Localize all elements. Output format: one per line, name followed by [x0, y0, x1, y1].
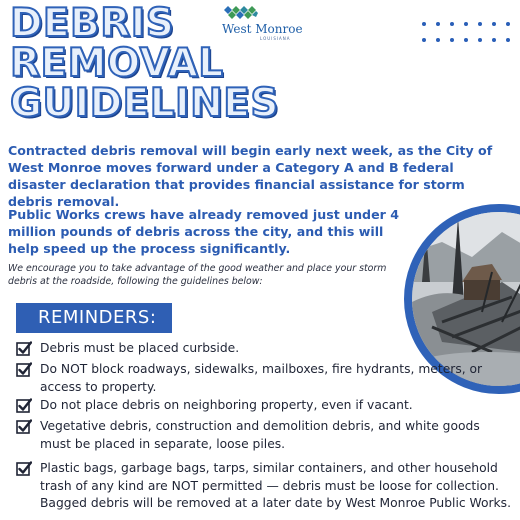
checkbox-checked-icon — [16, 362, 32, 378]
dot-grid-decoration — [422, 20, 512, 48]
title-line-3: GUIDELINES — [10, 81, 279, 126]
logo-subtext: LOUISIANA — [260, 36, 291, 41]
logo-text: West Monroe — [222, 22, 303, 36]
intro-paragraph: Contracted debris removal will begin early next week, as the City of West Monroe moves forward under a Category A and B federal disaster declaration that provides financial assistance for storm debris removal. — [8, 143, 493, 209]
reminder-text: Debris must be placed curbside. — [40, 341, 240, 355]
title-line-2: REMOVAL — [10, 41, 224, 86]
reminder-text: Do NOT block roadways, sidewalks, mailboxes, fire hydrants, meters, or access to property. — [40, 362, 483, 394]
checkbox-checked-icon — [16, 341, 32, 357]
checkbox-checked-icon — [16, 398, 32, 414]
reminder-text: Do not place debris on neighboring property, even if vacant. — [40, 398, 413, 412]
checkbox-checked-icon — [16, 419, 32, 435]
reminder-text: Vegetative debris, construction and demolition debris, and white goods must be placed in separate, loose piles. — [40, 419, 480, 451]
encourage-paragraph: We encourage you to take advantage of the good weather and place your storm debris at the roadside, following the guidelines below: — [8, 263, 387, 287]
reminders-banner: REMINDERS: — [16, 303, 172, 333]
title-line-1: DEBRIS — [10, 1, 175, 46]
reminder-text: Plastic bags, garbage bags, tarps, similar containers, and other household trash of any kind are NOT permitted — debris must be loose for collection. Bagged debris will be removed at a later date by West Monroe Public Works. — [40, 461, 511, 510]
checkbox-checked-icon — [16, 461, 32, 477]
city-logo — [222, 6, 302, 42]
public-works-paragraph: Public Works crews have already removed just under 4 million pounds of debris across the city, and this will help speed up the process significantly. — [8, 207, 399, 256]
